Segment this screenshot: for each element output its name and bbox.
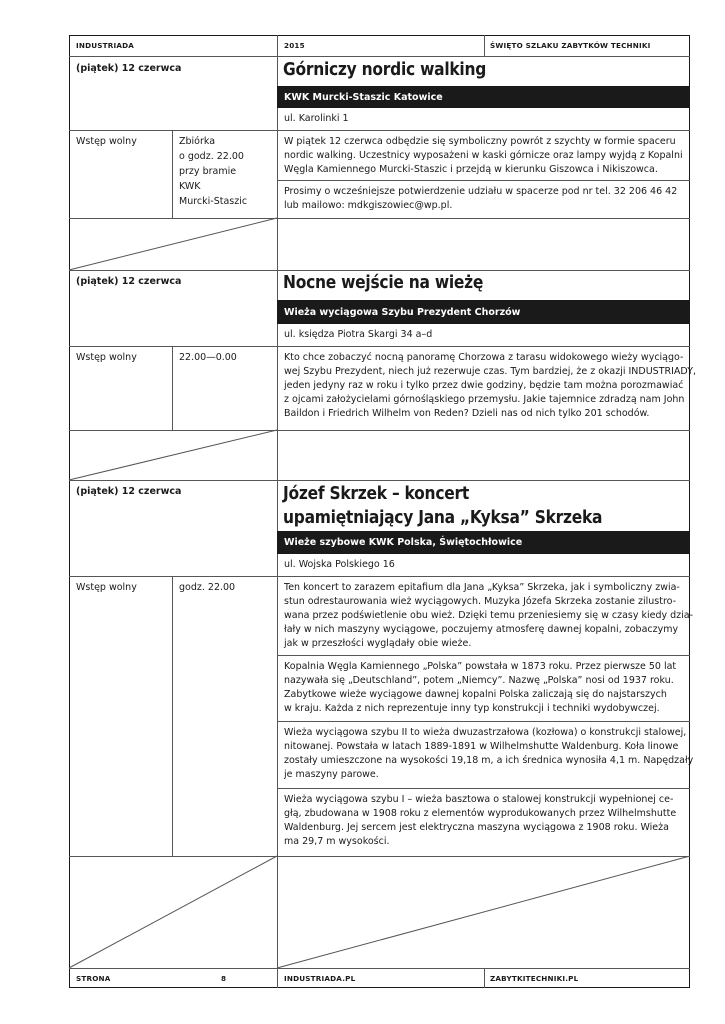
empty-cell-diagonal	[69, 218, 690, 270]
empty-cell-diagonal	[69, 430, 690, 480]
event-3-paragraph-2: Kopalnia Węgla Kamiennego „Polska” powstała w 1873 roku. Przez pierwsze 50 lat nazywała się „Deutschland”, potem „Niemcy”. Nazwę „Polska” nosi od 1937 roku. Zabytkowe wieże wyciągowe dawnej kopalni Polska zaliczają się do najstarszych w kraju. Każda z nich reprezentuje inny typ konstrukcji i techniki wydobywczej.	[284, 661, 677, 714]
event-2-time: 22.00—0.00	[179, 352, 237, 363]
event-2-venue: Wieża wyciągowa Szybu Prezydent Chorzów	[277, 300, 690, 324]
row-divider	[69, 480, 690, 481]
empty-cell-diagonal	[69, 856, 690, 968]
event-3-paragraph-4: Wieża wyciągowa szybu I – wieża basztowa o stalowej konstrukcji wypełnionej ce- głą, zbudowana w 1908 roku z elementów wyprodukowanych przez Wilhelmshutte Waldenburg. Jej sercem jest elektryczna maszyna wyciągowa z 1908 roku. Wieża ma 29,7 m wysokości.	[284, 794, 677, 847]
row-divider	[69, 576, 690, 577]
footer-left: STRONA	[76, 974, 111, 983]
event-1-paragraph-2: Prosimy o wcześniejsze potwierdzenie udziału w spacerze pod nr tel. 32 206 46 42 lub mailowo: mdkgiszowiec@wp.pl.	[284, 186, 678, 211]
header-left: INDUSTRIADA	[76, 41, 135, 50]
footer-link-zabytkitechniki[interactable]: ZABYTKITECHNIKI.PL	[490, 974, 579, 983]
page-number: 8	[221, 974, 227, 983]
event-3-address: ul. Wojska Polskiego 16	[284, 559, 395, 570]
para-divider	[277, 180, 690, 181]
col-divider	[172, 576, 173, 856]
header-right: ŚWIĘTO SZLAKU ZABYTKÓW TECHNIKI	[490, 41, 651, 50]
row-divider	[69, 346, 690, 347]
col-divider	[172, 346, 173, 430]
event-1-paragraph-1: W piątek 12 czerwca odbędzie się symboliczny powrót z szychty w formie spaceru nordic walking. Uczestnicy wyposażeni w kaski górnicze oraz lampy wyjdą z Kopalni Węgla Kamiennego Murcki-Staszic i przejdą w kierunku Giszowca i Nikiszowca.	[284, 136, 683, 175]
row-divider	[69, 130, 690, 131]
para-divider	[277, 721, 690, 722]
event-1-address: ul. Karolinki 1	[284, 113, 349, 124]
footer-col-divider	[484, 968, 485, 988]
footer-link-industriada[interactable]: INDUSTRIADA.PL	[284, 974, 356, 983]
event-3-date: (piątek) 12 czerwca	[76, 486, 182, 497]
event-2-paragraph-1: Kto chce zobaczyć nocną panoramę Chorzowa z tarasu widokowego wieży wyciągo- wej Szybu Prezydent, niech już rezerwuje czas. Tym bardziej, że z okazji INDUSTRIADY, jeden jedyny raz w roku i tylko przez dwie godziny, będzie tam można porozmawiać z ojcami założycielami górnośląskiego przemysłu. Jakie tajemnice zdradzą nam John Baildon i Friedrich Wilhelm von Reden? Dzieli nas od nich tylko 201 schodów.	[284, 352, 697, 419]
event-3-paragraph-3: Wieża wyciągowa szybu II to wieża dwuzastrzałowa (kozłowa) o konstrukcji stalowej, nitowanej. Powstała w latach 1889-1891 w Wilhelmshutte Waldenburg. Koła linowe zostały umieszczone na wysokości 19,18 m, a ich średnica wynosiła 4,1 m. Napędzały je maszyny parowe.	[284, 727, 694, 780]
event-3-title-line-1: Józef Skrzek – koncert	[283, 483, 470, 504]
event-1-time: Zbiórka o godz. 22.00 przy bramie KWK Murcki-Staszic	[179, 136, 248, 207]
col-divider	[277, 430, 278, 480]
col-divider	[172, 130, 173, 218]
header-year: 2015	[284, 41, 305, 50]
event-1-venue: KWK Murcki-Staszic Katowice	[277, 86, 690, 108]
event-1-date: (piątek) 12 czerwca	[76, 63, 182, 74]
event-1-entry: Wstęp wolny	[76, 136, 137, 147]
event-1-title: Górniczy nordic walking	[283, 59, 487, 80]
header-col-divider	[277, 35, 278, 56]
header-divider	[69, 56, 690, 57]
event-2-date: (piątek) 12 czerwca	[76, 276, 182, 287]
event-3-title-line-2: upamiętniający Jana „Kyksa” Skrzeka	[283, 507, 603, 528]
para-divider	[277, 655, 690, 656]
event-3-venue: Wieże szybowe KWK Polska, Świętochłowice	[277, 531, 690, 554]
footer-col-divider	[277, 968, 278, 988]
event-2-address: ul. księdza Piotra Skargi 34 a–d	[284, 329, 433, 340]
event-2-title: Nocne wejście na wieżę	[283, 272, 484, 293]
event-3-time: godz. 22.00	[179, 582, 236, 593]
footer-divider	[69, 968, 690, 969]
event-3-paragraph-1: Ten koncert to zarazem epitafium dla Jana „Kyksa” Skrzeka, jak i symboliczny zwia- stun odrestaurowania wież wyciągowych. Muzyka Józefa Skrzeka zostanie zilustro- wana przez podświetlenie obu wież. Dzięki temu przeniesiemy się w czasy kiedy dzia- łały w nich maszyny wyciągowe, poczujemy atmosferę dawnej kopalni, zobaczymy jak w przeszłości wyglądały obie wieże.	[284, 582, 694, 649]
event-2-entry: Wstęp wolny	[76, 352, 137, 363]
para-divider	[277, 788, 690, 789]
header-col-divider	[484, 35, 485, 56]
event-3-entry: Wstęp wolny	[76, 582, 137, 593]
